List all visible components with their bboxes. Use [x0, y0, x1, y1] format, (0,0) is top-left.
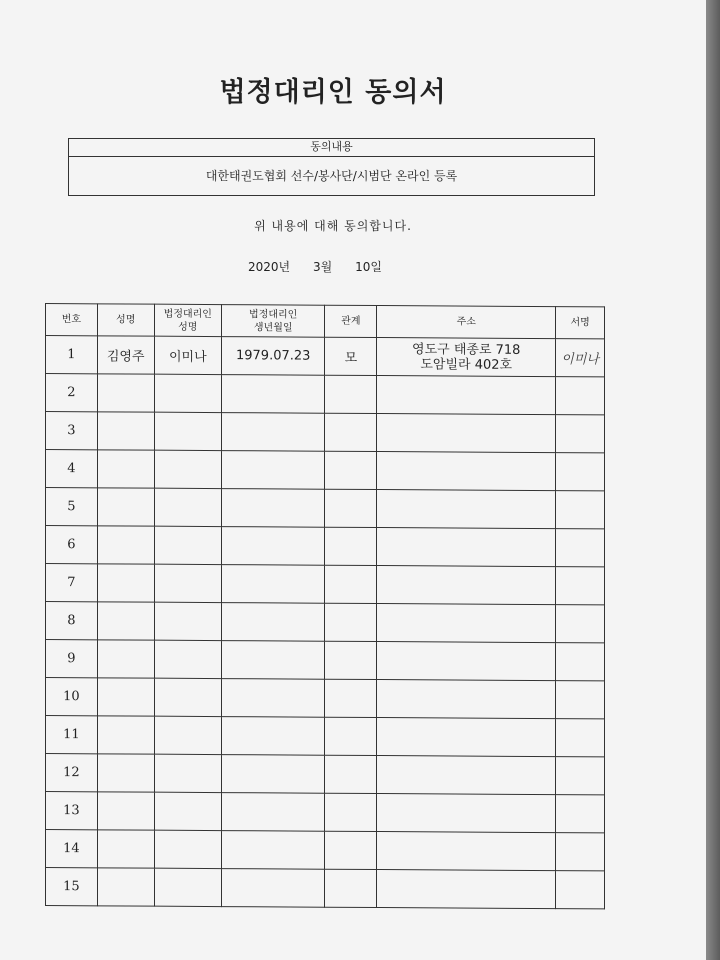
row-guardian-name — [154, 450, 221, 488]
header-address: 주소 — [377, 306, 556, 339]
table-row — [46, 374, 605, 415]
table-row — [46, 754, 605, 795]
header-relation: 관계 — [325, 305, 377, 337]
row-address — [377, 832, 556, 871]
row-relation — [325, 641, 377, 679]
header-signature: 서명 — [556, 307, 605, 339]
row-name — [97, 564, 154, 602]
row-guardian-name — [154, 830, 221, 868]
date-month: 3월 — [313, 260, 333, 274]
table-row — [46, 602, 605, 643]
date-year: 2020년 — [248, 260, 291, 274]
address-line — [377, 547, 555, 548]
row-relation — [325, 375, 377, 413]
row-guardian-name — [154, 640, 221, 678]
row-address — [377, 680, 556, 719]
page-title: 법정대리인 동의서 — [219, 77, 447, 108]
header-name: 성명 — [97, 304, 154, 336]
row-guardian-name — [154, 526, 221, 564]
guardian-consent-table — [45, 303, 605, 909]
address-line: 도암빌라 402호 — [420, 356, 513, 373]
row-number: 11 — [46, 716, 98, 754]
row-guardian-name: 이미나 — [154, 336, 221, 374]
row-number: 15 — [46, 868, 98, 906]
address-line — [377, 623, 555, 624]
row-guardian-name — [154, 602, 221, 640]
address-line — [377, 433, 555, 434]
address-line — [377, 509, 555, 510]
address-line: 영도구 태종로 718 — [412, 341, 521, 358]
row-name — [97, 488, 154, 526]
row-address — [377, 604, 556, 643]
row-number: 2 — [46, 374, 98, 412]
row-address — [377, 528, 556, 567]
row-address — [377, 794, 556, 833]
row-relation — [325, 793, 377, 831]
address-line — [377, 395, 555, 396]
row-signature — [556, 567, 605, 605]
row-guardian-name — [154, 792, 221, 830]
row-number: 1 — [46, 336, 98, 374]
row-number: 13 — [46, 792, 98, 830]
row-signature — [556, 643, 605, 681]
row-relation: 모 — [325, 337, 377, 375]
row-address — [377, 452, 556, 491]
row-name — [97, 678, 154, 716]
table-row — [46, 830, 605, 871]
row-guardian-birth — [221, 527, 325, 566]
table-body — [46, 336, 605, 909]
table-row — [46, 450, 605, 491]
row-name — [97, 374, 154, 412]
table-row — [46, 564, 605, 605]
row-signature — [556, 415, 605, 453]
row-signature — [556, 719, 605, 757]
row-number: 6 — [46, 526, 98, 564]
row-number: 10 — [46, 678, 98, 716]
row-signature — [556, 833, 605, 871]
table-header-row — [46, 304, 605, 339]
row-guardian-name — [154, 374, 221, 412]
address-line — [377, 547, 555, 548]
row-relation — [325, 603, 377, 641]
address-line — [377, 851, 555, 852]
header-guardian-birth: 법정대리인 생년월일 — [221, 305, 325, 338]
row-guardian-birth — [221, 489, 325, 528]
row-relation — [325, 451, 377, 489]
row-relation — [325, 869, 377, 907]
table-row — [46, 526, 605, 567]
row-name — [97, 792, 154, 830]
row-relation — [325, 831, 377, 869]
row-number: 12 — [46, 754, 98, 792]
row-signature — [556, 377, 605, 415]
address-line — [377, 585, 555, 586]
address-line — [377, 813, 555, 814]
address-line — [377, 737, 555, 738]
row-signature — [556, 529, 605, 567]
row-name — [97, 716, 154, 754]
row-name — [97, 602, 154, 640]
row-number: 7 — [46, 564, 98, 602]
row-guardian-birth: 1979.07.23 — [221, 337, 325, 376]
address-line — [377, 623, 555, 624]
agree-statement: 위 내용에 대해 동의합니다. — [254, 219, 412, 233]
row-guardian-birth — [221, 717, 325, 756]
table-row — [46, 640, 605, 681]
row-name — [97, 754, 154, 792]
address-line — [377, 889, 555, 890]
table-row — [46, 868, 605, 909]
row-signature — [556, 871, 605, 909]
background-edge — [706, 0, 720, 960]
row-guardian-birth — [221, 413, 325, 452]
address-line — [377, 889, 555, 890]
row-name — [97, 830, 154, 868]
address-line — [377, 661, 555, 662]
consent-box — [68, 138, 595, 196]
row-name — [97, 868, 154, 906]
row-relation — [325, 755, 377, 793]
address-line — [377, 395, 555, 396]
row-guardian-birth — [221, 755, 325, 794]
row-address — [377, 414, 556, 453]
row-guardian-name — [154, 488, 221, 526]
row-signature: 이미나 — [556, 339, 605, 377]
row-name — [97, 640, 154, 678]
address-line — [377, 433, 555, 434]
row-number: 9 — [46, 640, 98, 678]
row-guardian-birth — [221, 641, 325, 680]
row-relation — [325, 679, 377, 717]
row-signature — [556, 757, 605, 795]
row-address — [377, 642, 556, 681]
row-number: 8 — [46, 602, 98, 640]
date-line — [248, 258, 382, 275]
row-guardian-name — [154, 412, 221, 450]
address-line — [377, 509, 555, 510]
row-guardian-birth — [221, 869, 325, 908]
table-row — [46, 412, 605, 453]
row-name — [97, 412, 154, 450]
row-guardian-birth — [221, 451, 325, 490]
address-line — [377, 471, 555, 472]
row-relation — [325, 565, 377, 603]
row-signature — [556, 681, 605, 719]
row-number: 3 — [46, 412, 98, 450]
row-number: 14 — [46, 830, 98, 868]
row-signature — [556, 453, 605, 491]
consent-content: 대한태권도협회 선수/봉사단/시범단 온라인 등록 — [205, 169, 458, 183]
row-signature — [556, 605, 605, 643]
consent-header: 동의내용 — [69, 139, 594, 157]
row-number: 4 — [46, 450, 98, 488]
row-guardian-birth — [221, 375, 325, 414]
address-line — [377, 775, 555, 776]
row-guardian-birth — [221, 679, 325, 718]
row-address — [377, 870, 556, 909]
header-number: 번호 — [46, 304, 98, 336]
row-relation — [325, 527, 377, 565]
address-line — [377, 699, 555, 700]
header-guardian-name: 법정대리인 성명 — [154, 304, 221, 336]
address-line — [377, 813, 555, 814]
address-line — [377, 737, 555, 738]
row-address — [377, 718, 556, 757]
row-guardian-name — [154, 716, 221, 754]
row-name — [97, 450, 154, 488]
row-guardian-name — [154, 868, 221, 906]
row-signature — [556, 491, 605, 529]
row-name — [97, 526, 154, 564]
address-line — [377, 471, 555, 472]
row-address — [377, 338, 556, 377]
address-line — [377, 661, 555, 662]
table-row — [46, 716, 605, 757]
row-relation — [325, 413, 377, 451]
date-day: 10일 — [355, 260, 383, 274]
address-line — [377, 585, 555, 586]
row-address — [377, 376, 556, 415]
row-guardian-birth — [221, 565, 325, 604]
row-relation — [325, 717, 377, 755]
row-address — [377, 566, 556, 605]
address-line — [377, 699, 555, 700]
row-address — [377, 490, 556, 529]
row-guardian-birth — [221, 603, 325, 642]
row-address — [377, 756, 556, 795]
row-number: 5 — [46, 488, 98, 526]
row-relation — [325, 489, 377, 527]
row-signature — [556, 795, 605, 833]
table-row — [46, 792, 605, 833]
address-line — [377, 775, 555, 776]
table-row — [46, 678, 605, 719]
row-guardian-name — [154, 678, 221, 716]
address-line — [377, 851, 555, 852]
table-row — [46, 336, 605, 377]
row-guardian-birth — [221, 831, 325, 870]
row-name: 김영주 — [97, 336, 154, 374]
table-row — [46, 488, 605, 529]
row-guardian-birth — [221, 793, 325, 832]
row-guardian-name — [154, 564, 221, 602]
row-guardian-name — [154, 754, 221, 792]
